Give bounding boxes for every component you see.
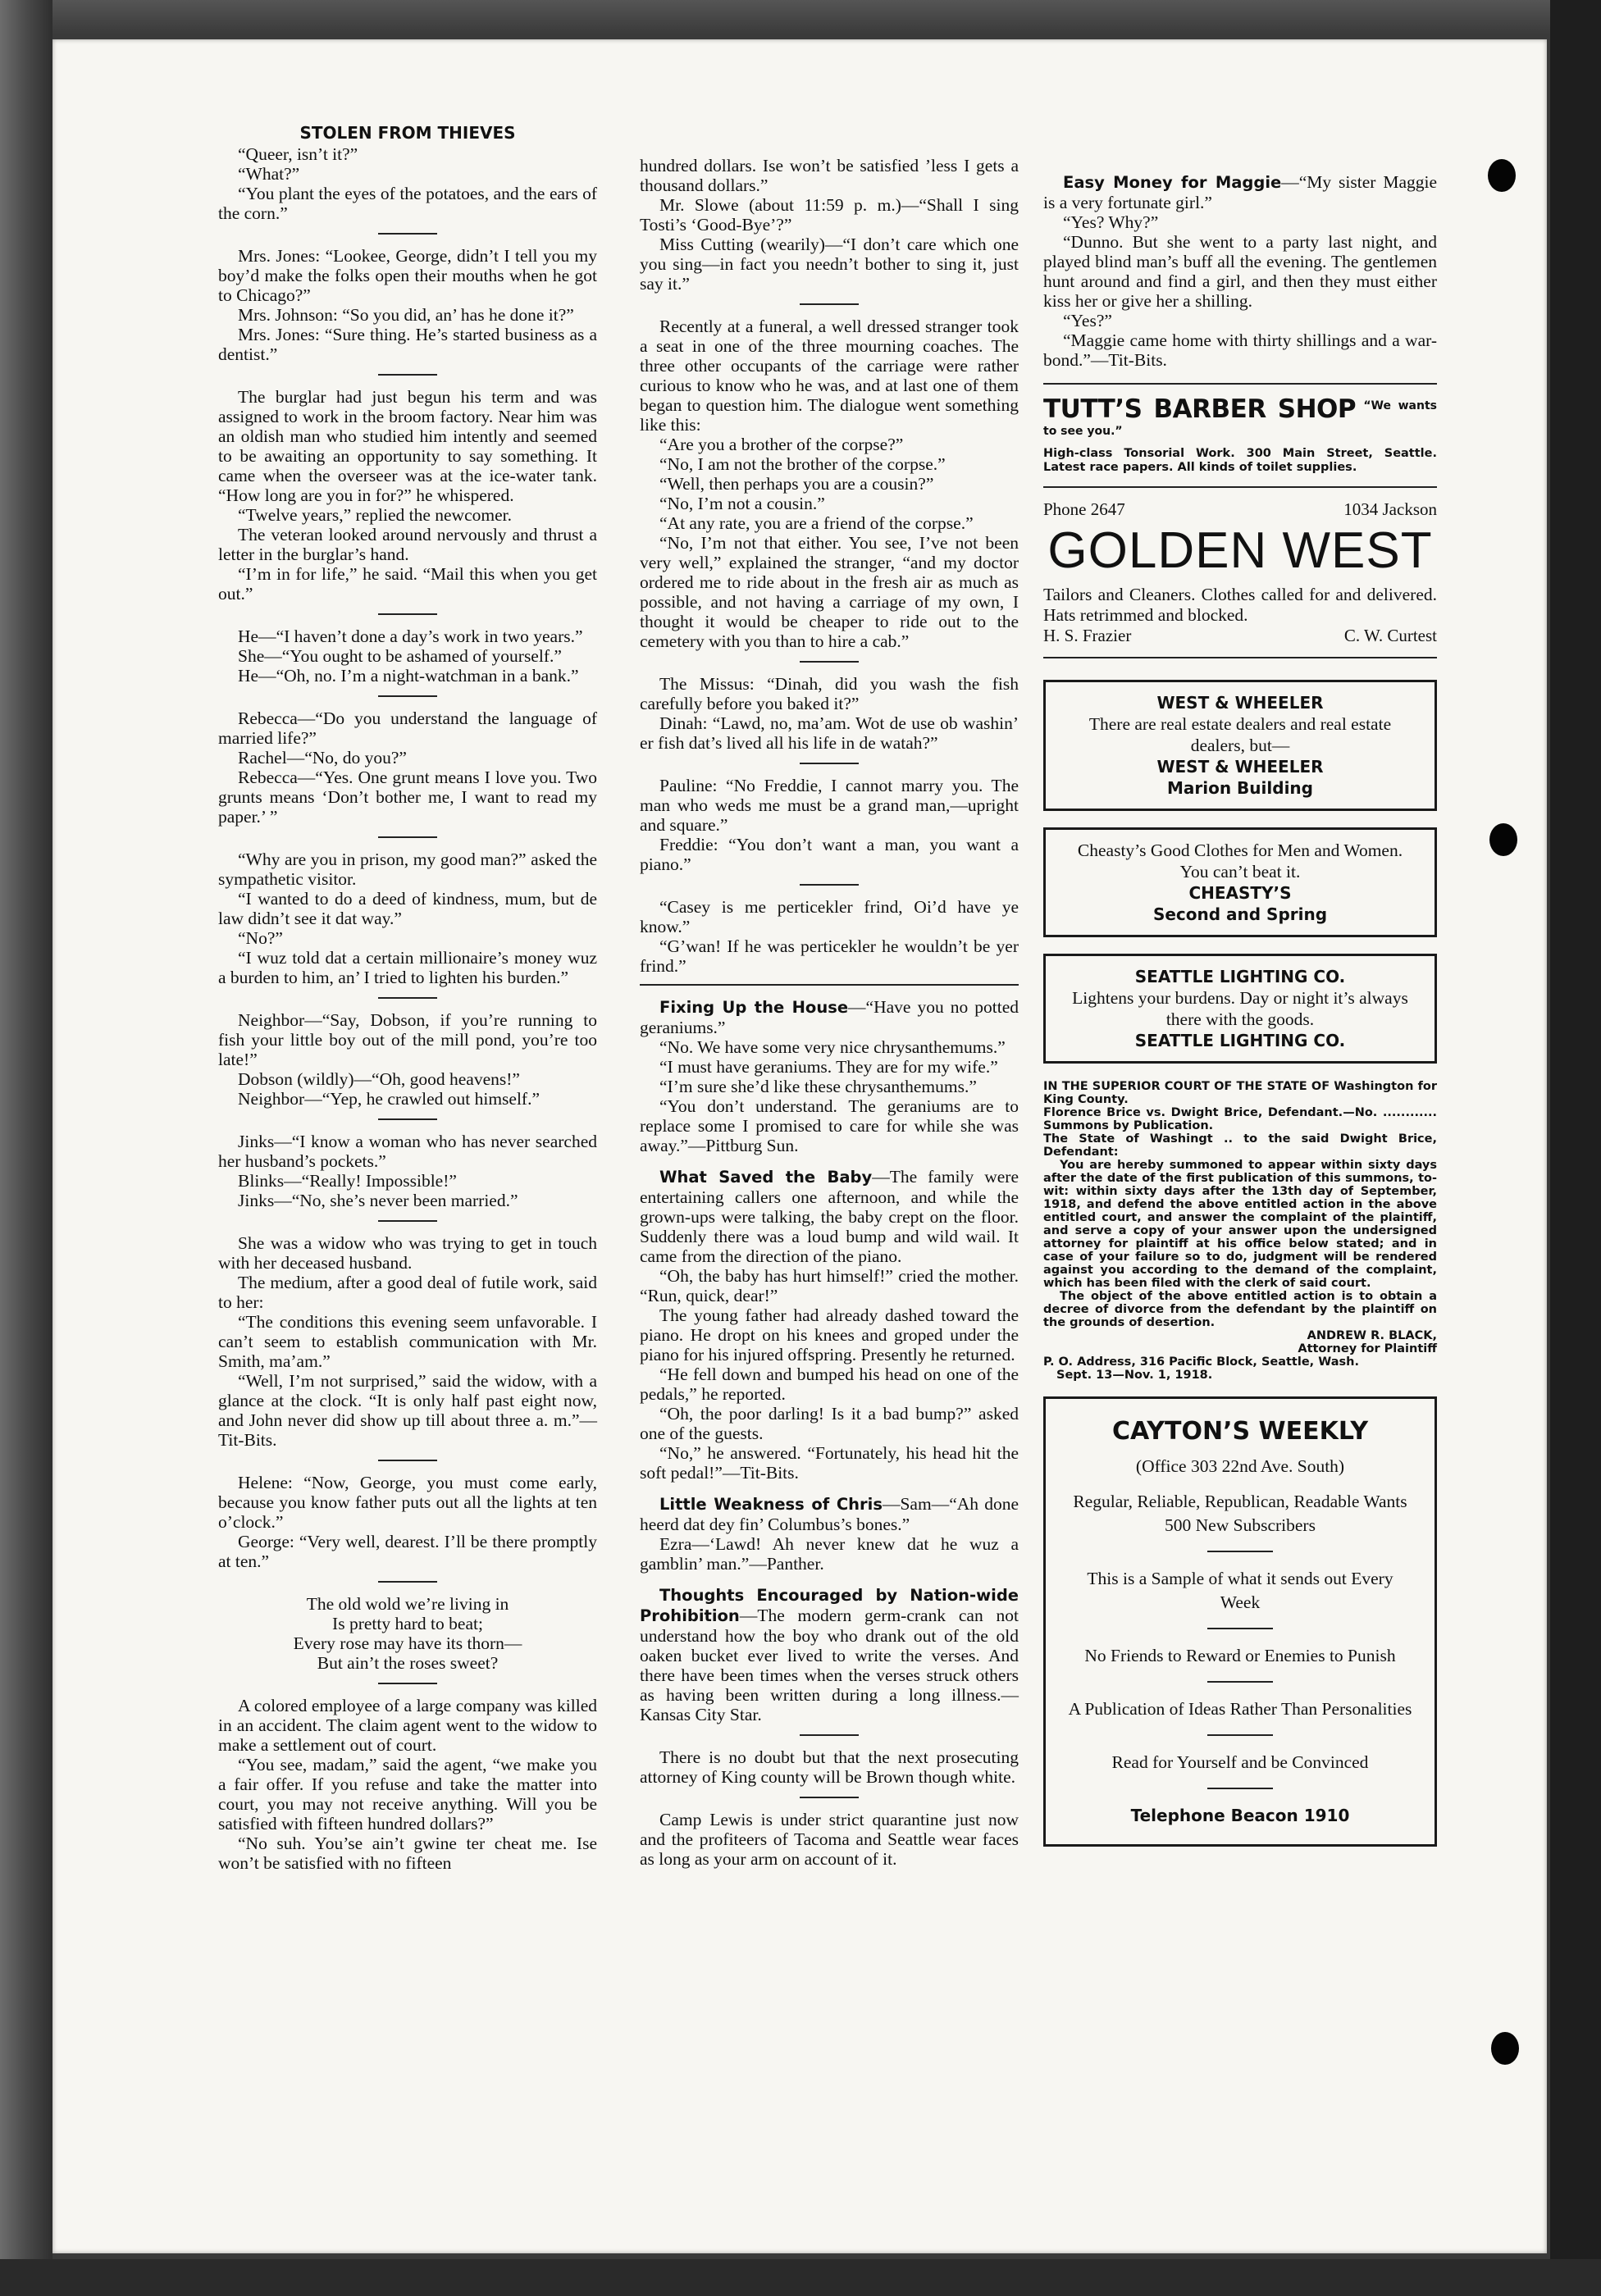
separator <box>378 233 437 235</box>
joke-4 <box>218 626 597 686</box>
legal-text: The State of Washingt .. to the said Dwight Brice, Defendant: <box>1043 1132 1437 1159</box>
legal-signature-title: Attorney for Plaintiff <box>1298 1342 1437 1355</box>
joke-1 <box>218 144 597 223</box>
joke-line: Recently at a funeral, a well dressed stranger took a seat in one of the three mourning coaches. The three other occupants of the carriage were rather curious to know who he was, and at last one of them began to question him. The dialogue went something like this: <box>640 317 1019 435</box>
separator <box>800 303 859 305</box>
scan-border-bottom <box>0 2259 1601 2296</box>
item-thoughts-prohibition <box>640 1585 1019 1724</box>
ad-title: SEATTLE LIGHTING CO. <box>1134 1031 1346 1050</box>
joke-line: “I must have geraniums. They are for my wife.” <box>659 1057 998 1077</box>
separator <box>378 1220 437 1222</box>
joke-5 <box>218 708 597 827</box>
joke-line: Ezra—‘Lawd! Ah never knew dat he wuz a gamblin’ man.”—Panther. <box>640 1534 1019 1574</box>
ad-location: Second and Spring <box>1152 904 1328 924</box>
joke-line: “No, I’m not a cousin.” <box>659 494 825 513</box>
joke-line: Blinks—“Really! Impossible!” <box>238 1171 457 1191</box>
item-text: —“My sister Maggie is a very fortunate girl.” <box>1043 172 1438 212</box>
separator <box>378 1683 437 1684</box>
item-easy-money <box>1043 172 1437 370</box>
joke-10 <box>218 1473 597 1571</box>
scan-border-right <box>1550 0 1601 2296</box>
legal-dates: Sept. 13—Nov. 1, 1918. <box>1056 1369 1213 1382</box>
note-prosecuting-attorney: There is no doubt but that the next prosecuting attorney of King county will be Brown though white. <box>640 1747 1019 1787</box>
joke-line: “He fell down and bumped his head on one of the pedals,” he reported. <box>640 1364 1019 1404</box>
joke-line: “Well, then perhaps you are a cousin?” <box>659 474 934 494</box>
poem-line: But ain’t the roses sweet? <box>317 1653 499 1673</box>
item-heading: Little Weakness of Chris <box>659 1495 883 1514</box>
joke-line: “I’m sure she’d like these chrysanthemums.” <box>659 1077 977 1096</box>
ad-body: There are real estate dealers and real estate dealers, but— <box>1088 714 1392 755</box>
joke-line: “Yes?” <box>1063 311 1112 330</box>
ad-location: Marion Building <box>1167 778 1313 798</box>
joke-line: Neighbor—“Say, Dobson, if you’re running to fish your little boy out of the mill pond, you’re too late!” <box>218 1010 597 1069</box>
joke-line: “I wuz told dat a certain millionaire’s money wuz a burden to him, an’ I tried to lighten his burden.” <box>218 948 597 987</box>
joke-line: “No?” <box>238 928 283 948</box>
joke-line: “I’m in for life,” he said. “Mail this when you get out.” <box>218 564 597 604</box>
ad-cheasty <box>1043 827 1437 937</box>
scan-border-left <box>0 0 52 2296</box>
joke-line: “Twelve years,” replied the newcomer. <box>238 505 512 525</box>
joke-line: “You don’t understand. The geraniums are to replace some I promised to care for while she was away.”—Pittburg Sun. <box>640 1096 1019 1155</box>
joke-16 <box>640 897 1019 976</box>
joke-line: The burglar had just begun his term and was assigned to work in the broom factory. Near him was an oldish man who studied him intently and seemed to be awaiting an opportunity to say something. It came when the overseer was at the ice-water tank. “How long are you in for?” he whispered. <box>218 387 597 505</box>
ad-west-wheeler <box>1043 680 1437 811</box>
joke-line: “Oh, the baby has hurt himself!” cried the mother. “Run, quick, dear!” <box>640 1266 1019 1305</box>
ad-name: C. W. Curtest <box>1343 626 1437 645</box>
joke-line: Dobson (wildly)—“Oh, good heavens!” <box>238 1069 520 1089</box>
joke-line: George: “Very well, dearest. I’ll be there promptly at ten.” <box>218 1532 597 1571</box>
separator <box>800 763 859 764</box>
joke-line: “Casey is me perticekler frind, Oi’d have ye know.” <box>640 897 1019 936</box>
note-camp-lewis: Camp Lewis is under strict quarantine just now and the profiteers of Tacoma and Seattle wear faces as long as your arm on account of it. <box>640 1810 1019 1869</box>
column-1 <box>218 123 597 1873</box>
joke-line: She—“You ought to be ashamed of yourself.” <box>238 646 562 666</box>
legal-text: IN THE SUPERIOR COURT OF THE STATE OF Washington for King County. <box>1043 1080 1437 1106</box>
joke-7 <box>218 1010 597 1109</box>
item-heading: Easy Money for Maggie <box>1063 173 1282 192</box>
ad-body: Cheasty’s Good Clothes for Men and Women. You can’t beat it. <box>1077 840 1403 882</box>
joke-line: The Missus: “Dinah, did you wash the fish carefully before you baked it?” <box>640 674 1019 713</box>
ad-name: H. S. Frazier <box>1043 626 1132 645</box>
ad-line: No Friends to Reward or Enemies to Punish <box>1084 1646 1396 1665</box>
joke-line: “Dunno. But she went to a party last night, and played blind man’s buff all the evening. The gentlemen hunt around and find a girl, and then they must either kiss her or give her a shilling. <box>1043 232 1437 311</box>
joke-line: “Maggie came home with thirty shillings and a war-bond.”—Tit-Bits. <box>1043 330 1437 370</box>
ad-address: 1034 Jackson <box>1343 499 1437 519</box>
joke-11 <box>218 1696 597 1873</box>
joke-line: Mr. Slowe (about 11:59 p. m.)—“Shall I sing Tosti’s ‘Good-Bye’?” <box>640 195 1019 235</box>
joke-line: “Are you a brother of the corpse?” <box>659 435 904 454</box>
ad-title: SEATTLE LIGHTING CO. <box>1134 967 1346 986</box>
item-what-saved-baby <box>640 1167 1019 1483</box>
joke-line: Miss Cutting (wearily)—“I don’t care which one you sing—in fact you needn’t bother to sing it, just say it.” <box>640 235 1019 294</box>
ad-title: WEST & WHEELER <box>1156 693 1324 713</box>
item-lead <box>640 997 1019 1037</box>
joke-line: Rebecca—“Do you understand the language of married life?” <box>218 708 597 748</box>
ad-line: Read for Yourself and be Convinced <box>1111 1752 1369 1772</box>
headline: STOLEN FROM THIEVES <box>299 123 516 143</box>
joke-line: Mrs. Johnson: “So you did, an’ has he done it?” <box>238 305 574 325</box>
section-rule <box>640 984 1019 986</box>
joke-line: “No,” he answered. “Fortunately, his head hit the soft pedal!”—Tit-Bits. <box>640 1443 1019 1483</box>
item-heading: Fixing Up the House <box>659 998 849 1017</box>
joke-line: He—“Oh, no. I’m a night-watchman in a bank.” <box>238 666 579 686</box>
item-lead <box>640 1585 1019 1724</box>
separator <box>378 613 437 615</box>
separator <box>1207 1681 1273 1683</box>
separator <box>800 1797 859 1798</box>
item-lead <box>1043 172 1437 212</box>
joke-line: The medium, after a good deal of futile work, said to her: <box>218 1273 597 1312</box>
separator <box>1207 1628 1273 1629</box>
joke-6 <box>218 850 597 987</box>
item-lead <box>640 1167 1019 1266</box>
joke-line: “No suh. You’se ain’t gwine ter cheat me. Ise won’t be satisfied with no fifteen <box>218 1834 597 1873</box>
legal-address: P. O. Address, 316 Pacific Block, Seattle, Wash. <box>1043 1355 1359 1369</box>
section-rule <box>1043 486 1437 488</box>
joke-13 <box>640 317 1019 651</box>
joke-line: Helene: “Now, George, you must come early, because you know father puts out all the lights at ten o’clock.” <box>218 1473 597 1532</box>
joke-15 <box>640 776 1019 874</box>
joke-9 <box>218 1233 597 1450</box>
separator <box>378 374 437 376</box>
ad-tutts-barber-shop <box>1043 396 1437 475</box>
separator <box>378 1460 437 1461</box>
separator <box>378 1118 437 1120</box>
section-rule <box>1043 383 1437 385</box>
legal-text: The object of the above entitled action is to obtain a decree of divorce from the defendant by the plaintiff on the grounds of desertion. <box>1043 1290 1437 1329</box>
separator <box>378 695 437 697</box>
joke-line: “At any rate, you are a friend of the corpse.” <box>659 513 974 533</box>
ad-body: High-class Tonsorial Work. 300 Main Street, Seattle. Latest race papers. All kinds of toilet supplies. <box>1043 447 1437 474</box>
item-text: —The modern germ-crank can not understand how the boy who drank out of the old oaken bucket ever lived to write the verses. And there have been times when the verses struck others as having been written during a long illness.—Kansas City Star. <box>640 1606 1019 1724</box>
separator <box>800 1734 859 1736</box>
joke-line: “Oh, the poor darling! Is it a bad bump?” asked one of the guests. <box>640 1404 1019 1443</box>
poem-line: Is pretty hard to beat; <box>332 1614 483 1633</box>
item-heading: What Saved the Baby <box>659 1168 873 1187</box>
joke-line: “The conditions this evening seem unfavorable. I can’t seem to establish communication with Mr. Smith, ma’am.” <box>218 1312 597 1371</box>
item-text: —Sam—“Ah done heerd dat dey fin’ Columbus’s bones.” <box>640 1494 1019 1534</box>
joke-line: “No. We have some very nice chrysanthemums.” <box>659 1037 1006 1057</box>
separator <box>1207 1734 1273 1736</box>
separator <box>378 997 437 999</box>
joke-line: Mrs. Jones: “Sure thing. He’s started business as a dentist.” <box>218 325 597 364</box>
poem-line: The old wold we’re living in <box>306 1594 509 1614</box>
punch-hole-1 <box>1488 159 1516 192</box>
column-2 <box>640 156 1019 1869</box>
ad-line: This is a Sample of what it sends out Every Week <box>1087 1569 1393 1612</box>
joke-line: The young father had already dashed toward the piano. He dropt on his knees and groped under the piano for his injured offspring. Presently he returned. <box>640 1305 1019 1364</box>
joke-line: Freddie: “You don’t want a man, you want a piano.” <box>640 835 1019 874</box>
joke-line: Jinks—“No, she’s never been married.” <box>238 1191 518 1210</box>
joke-14 <box>640 674 1019 753</box>
ad-title: WEST & WHEELER <box>1156 757 1324 777</box>
section-rule <box>1043 657 1437 658</box>
ad-title: CHEASTY’S <box>1188 883 1292 903</box>
separator <box>800 661 859 663</box>
separator <box>1207 1551 1273 1552</box>
item-fixing-up-house <box>640 997 1019 1155</box>
ad-body: Lightens your burdens. Day or night it’s always there with the goods. <box>1072 988 1408 1029</box>
legal-notice-summons <box>1043 1080 1437 1382</box>
ad-body: Tailors and Cleaners. Clothes called for and delivered. Hats retrimmed and blocked. <box>1043 585 1437 625</box>
ad-office: (Office 303 22nd Ave. South) <box>1135 1456 1345 1476</box>
joke-line: “Queer, isn’t it?” <box>238 144 358 164</box>
joke-line: Pauline: “No Freddie, I cannot marry you. The man who weds me must be a grand man,—upright and square.” <box>640 776 1019 835</box>
poem-line: Every rose may have its thorn— <box>293 1633 522 1653</box>
ad-seattle-lighting <box>1043 954 1437 1064</box>
ad-title: CAYTON’S WEEKLY <box>1111 1417 1369 1446</box>
joke-3 <box>218 387 597 604</box>
joke-line: Rachel—“No, do you?” <box>238 748 407 768</box>
item-heading: Thoughts Encouraged by Nation-wide Prohibition <box>640 1586 1019 1625</box>
legal-signature: ANDREW R. BLACK, <box>1307 1329 1437 1342</box>
joke-line: “I wanted to do a deed of kindness, mum, but de law didn’t see it dat way.” <box>218 889 597 928</box>
joke-line: “Well, I’m not surprised,” said the widow, with a glance at the clock. “It is only half past eight now, and John never did show up till about three a. m.”—Tit-Bits. <box>218 1371 597 1450</box>
joke-line: Rebecca—“Yes. One grunt means I love you. Two grunts means ‘Don’t bother me, I want to read my paper.’ ” <box>218 768 597 827</box>
separator <box>1207 1788 1273 1789</box>
joke-line: He—“I haven’t done a day’s work in two years.” <box>238 626 583 646</box>
ad-phone: Phone 2647 <box>1043 499 1125 519</box>
ad-line: A Publication of Ideas Rather Than Personalities <box>1068 1699 1412 1719</box>
joke-8 <box>218 1132 597 1210</box>
continued-text: hundred dollars. Ise won’t be satisfied ’less I gets a thousand dollars.” <box>640 156 1019 195</box>
item-lead <box>640 1494 1019 1534</box>
joke-12 <box>640 195 1019 294</box>
joke-line: Dinah: “Lawd, no, ma’am. Wot de use ob washin’ er fish dat’s lived all his life in de watah?” <box>640 713 1019 753</box>
joke-line: “You plant the eyes of the potatoes, and the ears of the corn.” <box>218 184 597 223</box>
joke-line: “No, I am not the brother of the corpse.” <box>659 454 946 474</box>
separator <box>800 884 859 886</box>
item-little-weakness <box>640 1494 1019 1574</box>
joke-line: A colored employee of a large company was killed in an accident. The claim agent went to the widow to make a settlement out of court. <box>218 1696 597 1755</box>
ad-tagline: “We wants to see you.” <box>1043 399 1437 438</box>
legal-text: You are hereby summoned to appear within sixty days after the date of the first publication of this summons, to-wit: within sixty days after the 13th day of September, 1918, and defend the above entitled action in the above entitled court, and answer the complaint of the plaintiff, and serve a copy of your answer upon the undersigned attorney for plaintiff at his office below stated; and in case of your failure so to do, judgment will be rendered against you according to the demand of the complaint, which has been filed with the clerk of said court. <box>1043 1159 1437 1290</box>
ad-telephone: Telephone Beacon 1910 <box>1130 1806 1350 1825</box>
legal-text: Florence Brice vs. Dwight Brice, Defendant.—No. ............ Summons by Publication. <box>1043 1106 1437 1132</box>
scan-border-top <box>0 0 1601 34</box>
separator <box>378 1581 437 1583</box>
punch-hole-3 <box>1491 2032 1519 2065</box>
ad-golden-west <box>1043 499 1437 645</box>
joke-line: “G’wan! If he was perticekler he wouldn’t be yer frind.” <box>640 936 1019 976</box>
joke-line: The veteran looked around nervously and thrust a letter in the burglar’s hand. <box>218 525 597 564</box>
joke-line: “Yes? Why?” <box>1063 212 1159 232</box>
ad-title: TUTT’S BARBER SHOP <box>1043 394 1357 424</box>
ad-caytons-weekly <box>1043 1396 1437 1847</box>
joke-line: “You see, madam,” said the agent, “we make you a fair offer. If you refuse and take the matter into court, you may not receive anything. Will you be satisfied with fifteen hundred dollars?” <box>218 1755 597 1834</box>
joke-line: She was a widow who was trying to get in touch with her deceased husband. <box>218 1233 597 1273</box>
item-text: —The family were entertaining callers one afternoon, and while the grown-ups were talking, the baby crept on the floor. Suddenly there was a loud bump and wild wail. It came from the direction of the piano. <box>640 1167 1019 1266</box>
item-text: —“Have you no potted geraniums.” <box>640 997 1019 1037</box>
joke-line: Jinks—“I know a woman who has never searched her husband’s pockets.” <box>218 1132 597 1171</box>
joke-line: “What?” <box>238 164 300 184</box>
column-3 <box>1043 172 1437 1847</box>
joke-2 <box>218 246 597 364</box>
joke-line: Neighbor—“Yep, he crawled out himself.” <box>238 1089 540 1109</box>
joke-line: Mrs. Jones: “Lookee, George, didn’t I tell you my boy’d make the folks open their mouths when he got to Chicago?” <box>218 246 597 305</box>
joke-line: “Why are you in prison, my good man?” asked the sympathetic visitor. <box>218 850 597 889</box>
poem <box>218 1594 597 1673</box>
joke-line: “No, I’m not that either. You see, I’ve not been very well,” explained the stranger, “and my doctor ordered me to ride about in the fresh air as much as possible, and not having a carriage of my own, I thought it would be cheaper to ride out to the cemetery with you than to hire a cab.” <box>640 533 1019 651</box>
separator <box>378 836 437 838</box>
ad-line: Regular, Reliable, Republican, Readable Wants 500 New Subscribers <box>1073 1492 1407 1535</box>
ad-title: GOLDEN WEST <box>1047 522 1433 579</box>
punch-hole-2 <box>1489 823 1517 856</box>
